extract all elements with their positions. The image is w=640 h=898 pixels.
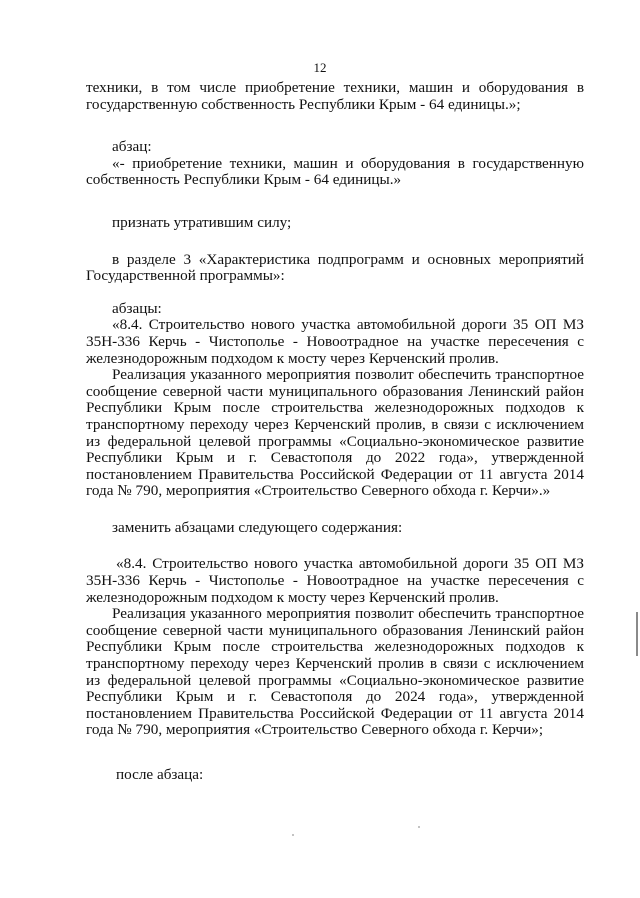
paragraph-abzac-label: абзац: — [112, 138, 152, 156]
paragraph-continuation: техники, в том числе приобретение техники, машин и оборудования в государственную собственность Республики Крым - 64 единицы.»; — [86, 79, 584, 113]
paragraph-old-8-4: «8.4. Строительство нового участка автомобильной дороги 35 ОП МЗ 35Н-336 Керчь - Чистополье - Новоотрадное на участке пересечения с железнодорожным подходом к мосту через Керченский пролив. — [86, 316, 584, 367]
paragraph-quoted-abzac: «- приобретение техники, машин и оборудования в государственную собственность Республики Крым - 64 единицы.» — [86, 154, 584, 189]
paragraph-new-implementation: Реализация указанного мероприятия позволит обеспечить транспортное сообщение северной части муниципального образования Ленинский район Республики Крым после строительства железнодорожных подходов к транспортному переходу через Керченский пролив в связи с исключением из федеральной целевой программы «Социально-экономическое развитие Республики Крым и г. Севастополя до 2024 года», утвержденной постановлением Правительства Российской Федерации от 11 августа 2014 года № 790, мероприятия «Строительство Северного обхода г. Керчи»; — [86, 605, 584, 739]
paragraph-after-abzac: после абзаца: — [116, 766, 204, 783]
page-number: 12 — [313, 60, 327, 75]
paragraph-abzacy-label: абзацы: — [112, 299, 162, 317]
scan-speck — [292, 834, 294, 836]
scan-speck — [418, 826, 420, 828]
paragraph-replace: заменить абзацами следующего содержания: — [112, 518, 403, 536]
paragraph-old-implementation: Реализация указанного мероприятия позволит обеспечить транспортное сообщение северной части муниципального образования Ленинский район Республики Крым после строительства железнодорожных подходов к транспортному переходу через Керченский пролив, в связи с исключением из федеральной целевой программы «Социально-экономическое развитие Республики Крым и г. Севастополя до 2022 года», утвержденной постановлением Правительства Российской Федерации от 11 августа 2014 года № 790, мероприятия «Строительство Северного обхода г. Керчи».» — [86, 366, 584, 500]
paragraph-new-8-4: «8.4. Строительство нового участка автомобильной дороги 35 ОП МЗ 35Н-336 Керчь - Чистополье - Новоотрадное на участке пересечения с железнодорожным подходом к мосту через Керченский пролив. — [86, 555, 584, 606]
paragraph-invalidate: признать утратившим силу; — [112, 213, 292, 231]
document-body — [86, 80, 584, 784]
scan-edge-mark — [636, 612, 638, 656]
paragraph-section-3: в разделе 3 «Характеристика подпрограмм и основных мероприятий Государственной программы»: — [86, 250, 584, 285]
